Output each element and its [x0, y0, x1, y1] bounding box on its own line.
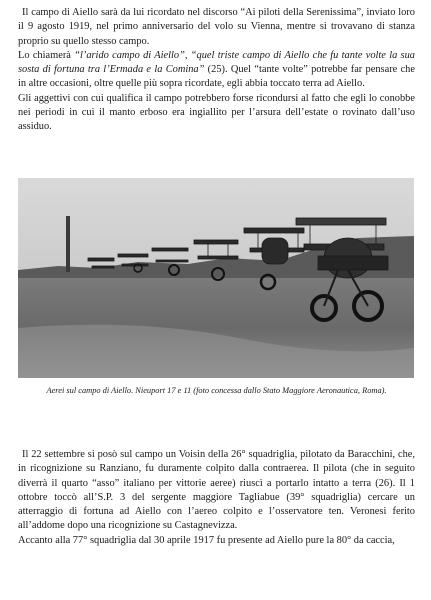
paragraph-4: Il 22 settembre si posò sul campo un Voisin della 26° squadriglia, pilotato da Baracchini, che, in ricognizione su Ranziano, fu duramente colpito dalla contraerea. Il pilota (che in seguito diverrà il quarto “asso” italiano per vittorie aeree) riuscì a portarlo intatto a terra (26). Il 1 ottobre toccò all’S.P. 3 del sergente maggiore Tagliabue (39° squadriglia) cercare un atterraggio di fortuna ad Aiello con l’aereo colpito e l’osservatore ten. Veronesi ferito all’addome dopo una ricognizione su Castagnevizza.: [18, 449, 415, 532]
airfield-photo: [18, 178, 414, 378]
paragraph-5: Accanto alla 77° squadriglia dal 30 aprile 1917 fu presente ad Aiello pure la 80° da caccia,: [18, 534, 395, 546]
paragraph-1: Il campo di Aiello sarà da lui ricordato nel discorso “Ai piloti della Serenissima”, inviato loro il 9 agosto 1919, nel primo anniversario del volo su Vienna, mentre si trovavano di stanza proprio su quello stesso campo.: [18, 7, 415, 47]
paragraph-2-quote: “l’arido campo di Aiello”, “quel triste campo di Aiello che fu tante volte la sua sosta di fortuna tra l’Ermada e la Comina”: [18, 49, 415, 76]
upper-text-block: [18, 6, 415, 135]
photo-caption: Aerei sul campo di Aiello. Nieuport 17 e 11 (foto concessa dallo Stato Maggiore Aeronautica, Roma).: [46, 386, 387, 395]
lower-text-block: [18, 448, 415, 548]
paragraph-2-lead: Lo chiamerà: [18, 49, 75, 61]
paragraph-3: Gli aggettivi con cui qualifica il campo potrebbero forse ricondursi al fatto che egli lo conobbe nei periodi in cui il manto erboso era ingiallito per l’arsura dell’estate o rovinato dall’uso assiduo.: [18, 92, 415, 133]
paragraph-2: [18, 49, 415, 92]
airfield-photo-illustration: [18, 178, 414, 378]
paragraph-2-tail: (25). Quel “tante volte” potrebbe far pensare che in altre occasioni, oltre quelle più sopra ricordate, egli abbia toccato terra ad Aiello.: [18, 64, 415, 90]
